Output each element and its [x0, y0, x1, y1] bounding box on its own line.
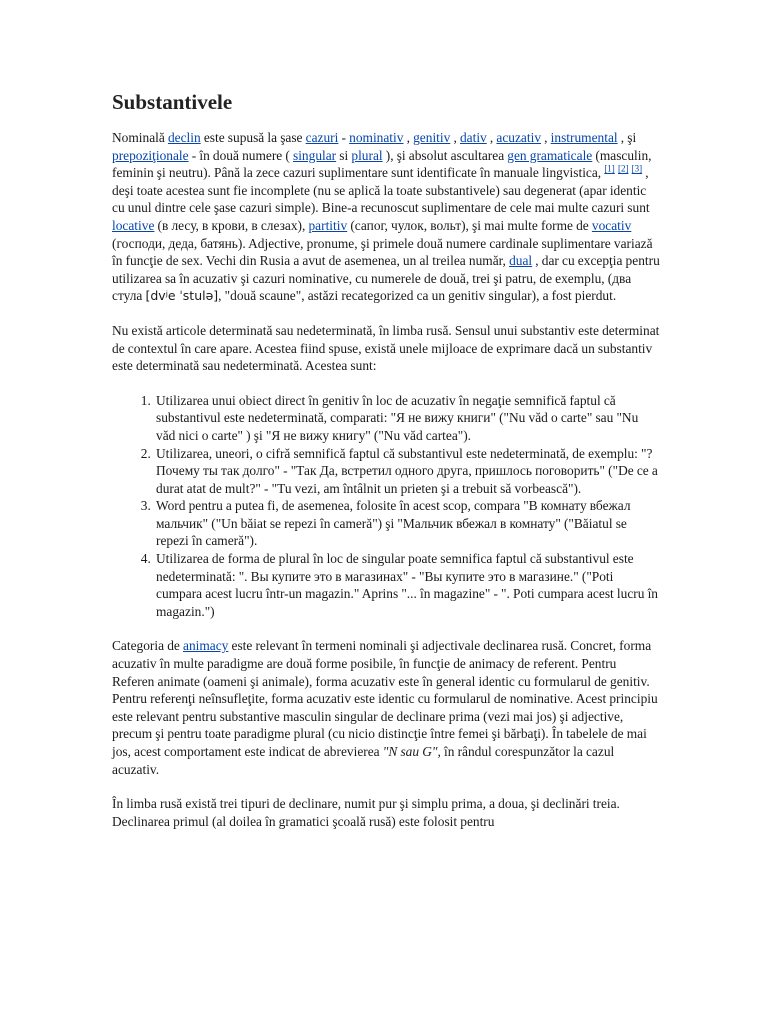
- text: si: [336, 147, 352, 163]
- text: este supusă la şase: [200, 130, 306, 145]
- text: (masculin, feminin şi neutru). Până la zece cazuri suplimentare sunt identificate în manuale lingvistica,: [112, 147, 652, 181]
- reference-2[interactable]: [2]: [617, 163, 629, 174]
- list-item: 3. Word pentru a putea fi, de asemenea, folosite în acest scop, compara "В комнату вбежал мальчик" ("Un băiat se repezi în cameră") şi "Мальчик вбежал в комнату" ("Băiatul se repezi în cameră").: [154, 497, 660, 550]
- text: Nominală: [112, 130, 168, 145]
- text: este relevant în termeni nominali şi adjectivale declinarea rusă. Concret, forma acuzativ în multe paradigme are două forme posibile, în funcţie de animacy de referent. Pentru Referen animate (oameni şi animale), forma acuzativ este în general identic cu formularul de genitiv. Pentru referenţi neînsufleţite, forma acuzativ este identic cu formularul de nominative. Acest principiu este relevant pentru substantive masculin singular de declinare prima (vezi mai jos) şi adjective, precum şi pentru toate paradigme plural (cu nicio distincţie între femei şi bărbaţi). În tabelele de mai jos, acest comportament este indicat de abrevierea: [112, 638, 658, 759]
- text: , şi: [617, 130, 637, 145]
- list-item: 4. Utilizarea de forma de plural în loc de singular poate semnifica faptul că substantivul este nedeterminată: ". Вы купите это в магазинах" - "Вы купите это в магазине." ("Poti cumpara acest lucru într-un magazin." Aprins "... în magazine" - ". Poti cumpara acest lucru în magazin."): [154, 550, 660, 620]
- link-singular[interactable]: singular: [293, 147, 337, 163]
- text: în rândul corespunzător la cazul acuzativ.: [112, 744, 615, 777]
- text: , dar cu excepţia pentru utilizarea sa în acuzativ şi cazuri nominative, cu numerele de două, trei şi patru, de exemplu, (два стула: [112, 253, 660, 304]
- text: , "două scaune", astăzi recategorized ca un genitiv singular), a fost pierdut.: [218, 288, 617, 304]
- link-prepozitionale[interactable]: prepoziţionale: [112, 147, 189, 163]
- link-cazuri[interactable]: cazuri: [305, 130, 339, 145]
- link-partitiv[interactable]: partitiv: [308, 217, 348, 233]
- link-locative[interactable]: locative: [112, 217, 155, 233]
- link-genitiv[interactable]: genitiv: [413, 130, 451, 145]
- link-dual[interactable]: dual: [509, 253, 533, 269]
- ipa-transcription: [dvʲe ˈstulə]: [145, 288, 219, 304]
- link-vocativ[interactable]: vocativ: [591, 217, 632, 233]
- abbreviation: "N sau G",: [382, 744, 441, 759]
- text: (сапог, чулок, вольт), şi mai multe forme de: [347, 217, 592, 233]
- link-animacy[interactable]: animacy: [183, 638, 229, 654]
- page-title: Substantivele: [112, 90, 233, 114]
- text: (господи, деда, батянь). Adjective, pronume, şi primele două numere cardinale suplimentare variază în funcţie de sex. Vechi din Rusia a avut de asemenea, un al treilea număr,: [112, 235, 653, 269]
- paragraph-animacy: [112, 637, 660, 778]
- text: -: [338, 130, 350, 145]
- paragraph-declension: În limba rusă există trei tipuri de declinare, numit pur şi simplu prima, a doua, şi declinări treia. Declinarea primul (al doilea în gramatici şcoală rusă) este folosit pentru: [112, 796, 620, 829]
- reference-1[interactable]: [1]: [604, 163, 615, 174]
- text: ,: [486, 130, 497, 145]
- text: ,: [541, 130, 551, 145]
- link-gen-gramaticale[interactable]: gen gramaticale: [507, 147, 593, 163]
- paragraph-articles: Nu există articole determinată sau nedeterminată, în limba rusă. Sensul unui substantiv este determinat de contextul în care apare. Acestea fiind spuse, există unele mijloace de exprimare dacă un substantiv este determinată sau nedeterminată. Acestea sunt:: [112, 322, 660, 374]
- text: ), şi absolut ascultarea: [382, 147, 508, 163]
- text: - în două numere (: [188, 147, 293, 163]
- list-item: 1. Utilizarea unui obiect direct în genitiv în loc de acuzativ în negaţie semnifică faptul că substantivul este nedeterminată, comparati: "Я не вижу книги" ("Nu văd o carte" sau "Nu văd nici o carte" ) şi "Я не вижу книгу" ("Nu văd cartea").: [154, 392, 660, 445]
- list-item: 2. Utilizarea, uneori, o cifră semnifică faptul că substantivul este nedeterminată, de exemplu: "? Почему ты так долго" - "Так Да, встретил одного друга, пришлось поговорить" ("De ce a durat atat de mult?" - "Tu vezi, am întâlnit un prieten şi a trebuit să vorbească").: [154, 445, 660, 498]
- link-declin[interactable]: declin: [167, 130, 201, 145]
- article: [112, 90, 660, 847]
- link-plural[interactable]: plural: [351, 147, 383, 163]
- paragraph-cases: [112, 129, 660, 305]
- link-acuzativ[interactable]: acuzativ: [496, 130, 542, 145]
- link-dativ[interactable]: dativ: [459, 130, 487, 145]
- text: ,: [450, 130, 460, 145]
- link-instrumental[interactable]: instrumental: [550, 130, 618, 145]
- link-nominativ[interactable]: nominativ: [349, 130, 404, 145]
- text: , deşi toate acestea sunt fie incomplete (nu se aplică la toate substantivele) sau degenerat (apar identic cu unul dintre cele şase cazuri simple). Bine-a recunoscut suplimentare de cele mai multe cazuri sunt: [112, 165, 650, 216]
- text: (в лесу, в крови, в слезах),: [154, 217, 309, 233]
- text: ,: [403, 130, 414, 145]
- ordered-list: [112, 392, 660, 621]
- reference-3[interactable]: [3]: [631, 163, 643, 174]
- text: Categoria de: [112, 638, 183, 654]
